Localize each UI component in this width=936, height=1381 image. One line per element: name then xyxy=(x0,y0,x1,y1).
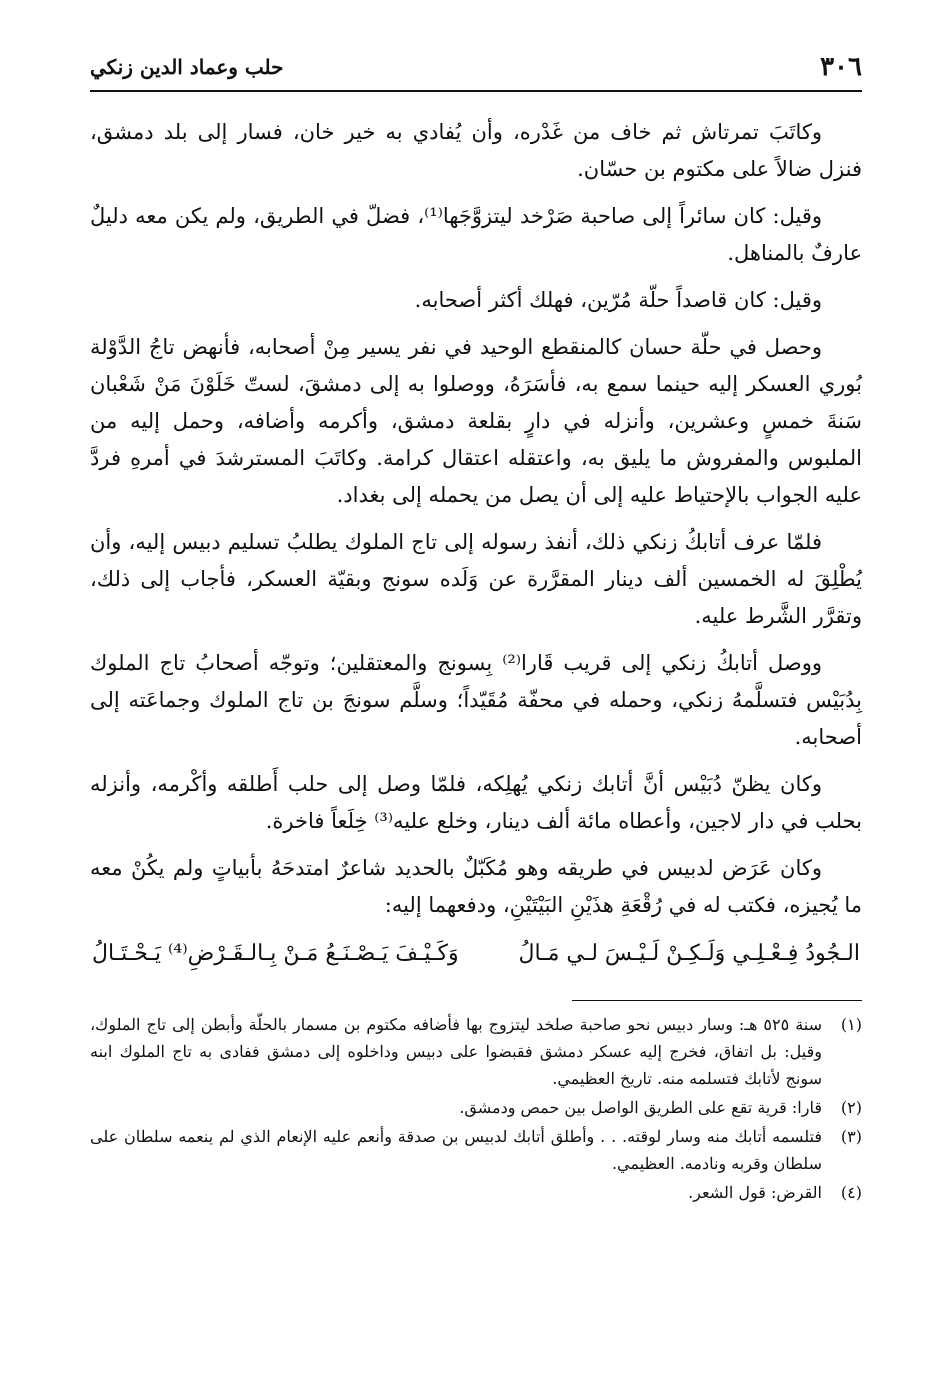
footnote-number: (٢) xyxy=(840,1098,862,1117)
main-text xyxy=(90,114,862,974)
footnotes xyxy=(90,1011,862,1206)
page-number: ٣٠٦ xyxy=(820,52,862,82)
paragraph: وكاتَبَ تمرتاش ثم خاف من غَدْره، وأن يُفادي به خير خان، فسار إلى بلد دمشق، فنزل ضالاً على مكتوم بن حسّان. xyxy=(90,120,862,181)
footnote xyxy=(90,1011,862,1092)
footnote-divider xyxy=(572,1000,862,1001)
page-header xyxy=(90,48,862,92)
footnote xyxy=(90,1179,862,1206)
verse-hemistich-second: وَكَـيْـفَ يَـصْـنَـعُ مَـنْ بِـالـقَـرْضِ⁽⁴⁾ يَـحْـتَـالُ xyxy=(92,941,459,966)
running-title: حلب وعماد الدين زنكي xyxy=(90,55,284,79)
footnote-text: سنة ٥٢٥ هـ: وسار دبيس نحو صاحبة صلخد ليتزوج بها فأضافه مكتوم بن مسمار بالحلّة وأبطن إلى تاج الملوك، وقيل: بل اتفاق، فخرج إليه عسكر دمشق فقبضوا على دبيس وداخلوه إلى دمشق ففادى به تاج الملوك ابنه سونج لأتابك فتسلمه منه. تاريخ العظيمي. xyxy=(90,1015,823,1088)
poem-verse xyxy=(90,934,862,974)
book-page xyxy=(90,48,862,1348)
footnote-number: (٤) xyxy=(840,1183,862,1202)
paragraph: فلمّا عرف أتابكُ زنكي ذلك، أنفذ رسوله إلى تاج الملوك يطلبُ تسليم دبيس إليه، وأن يُطْلِقَ له الخمسين ألف دينار المقرَّرة عن وَلَده سونج وبقيّة العسكر، فأجاب إلى ذلك، وتقرَّر الشَّرط عليه. xyxy=(90,530,862,628)
footnote-number: (٣) xyxy=(840,1127,862,1146)
footnote-text: القرض: قول الشعر. xyxy=(688,1183,822,1202)
paragraph: وقيل: كان سائراً إلى صاحبة صَرْخد ليتزوَّجَها⁽¹⁾، فضلّ في الطريق، ولم يكن معه دليلٌ عارفٌ بالمناهل. xyxy=(90,204,862,265)
paragraph: ووصل أتابكُ زنكي إلى قريب قَارا⁽²⁾ بِسونج والمعتقلين؛ وتوجّه أصحابُ تاج الملوك بِدُبَيْس فتسلَّمهُ زنكي، وحمله في محفّة مُقَيّداً؛ وسلَّم سونجَ بن تاج الملوك وجماعَته إلى أصحابه. xyxy=(90,651,863,749)
footnote xyxy=(90,1094,862,1121)
verse-hemistich-first: الـجُودُ فِـعْـلِـي وَلَـكِـنْ لَـيْـسَ لـي مَـالُ xyxy=(518,941,860,966)
paragraph: وكان يظنّ دُبَيْس أنَّ أتابك زنكي يُهلِكه، فلمّا وصل إلى حلب أَطلقه وأكْرمه، وأنزله بحلب في دار لاجين، وأعطاه مائة ألف دينار، وخلع عليه⁽³⁾ خِلَعاً فاخرة. xyxy=(90,772,862,833)
paragraph: وحصل في حلّة حسان كالمنقطع الوحيد في نفر يسير مِنْ أصحابه، فأنهض تاجُ الدَّوْلة بُوري العسكر إليه حينما سمع به، فأسَرَهُ، ووصلوا به إلى دمشقَ، لستّ خَلَوْنَ مَنْ شَعْبان سَنةَ خمسٍ وعشرين، وأنزله في دارٍ بقلعة دمشق، وأكرمه وأضافه، وحمل إليه من الملبوس والمفروش ما يليق به، واعتقله اعتقال كرامة. وكاتَبَ المسترشدَ في أمرهِ فردَّ عليه الجواب بالإحتياط عليه إلى أن يصل من يحمله إلى بغداد. xyxy=(90,335,862,507)
paragraph: وكان عَرَض لدبيس في طريقه وهو مُكَبّلٌ بالحديد شاعرٌ امتدحَهُ بأبياتٍ ولم يكُنْ معه ما يُجيزه، فكتب له في رُقْعَةِ هذَيْنِ البَيْتَيْنِ، ودفعهما إليه: xyxy=(90,856,862,917)
footnote-number: (١) xyxy=(840,1015,863,1034)
footnote xyxy=(90,1123,862,1177)
paragraph: وقيل: كان قاصداً حلّة مُرّين، فهلك أكثر أصحابه. xyxy=(414,288,822,312)
footnote-text: قارا: قرية تقع على الطريق الواصل بين حمص ودمشق. xyxy=(459,1098,822,1117)
footnote-text: فتلسمه أتابك منه وسار لوقته. . . وأطلق أتابك لدبيس بن صدقة وأنعم عليه الإنعام الذي لم ينعمه سلطان على سلطان وقربه ونادمه. العظيمي. xyxy=(90,1127,822,1173)
